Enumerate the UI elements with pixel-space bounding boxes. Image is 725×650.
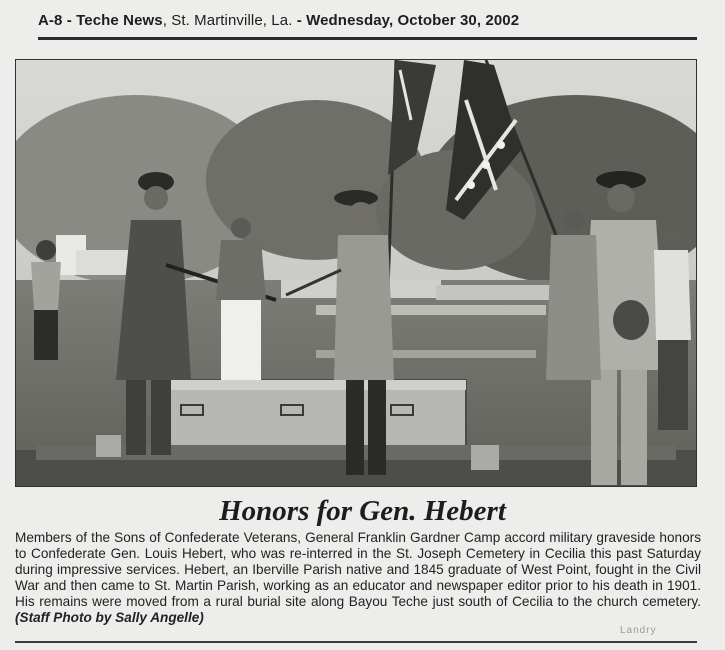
bottom-rule (15, 641, 697, 643)
bleed-through-text: Landry (620, 625, 657, 636)
newspaper-location: , St. Martinville, La. (162, 12, 293, 29)
photo-credit: (Staff Photo by Sally Angelle) (15, 610, 204, 626)
caption-text: Members of the Sons of Confederate Veterans, General Franklin Gardner Camp accord military graveside honors to Confederate Gen. Louis Hebert, who was re-interred in the St. Joseph Cemetery in Cecilia this past Saturday during impressive services. Hebert, an Iberville Parish native and 1845 graduate of West Point, fought in the Civil War and then came to St. Martin Parish, working as an educator and newspaper editor prior to his death in 1901. His remains were moved from a rural burial site along Bayou Teche just south of Cecilia to the church cemetery. (15, 530, 701, 610)
newspaper-name: Teche News (76, 12, 163, 29)
news-photo (15, 59, 697, 487)
masthead-rule (38, 37, 697, 40)
masthead: A-8 - Teche News, St. Martinville, La. - Wednesday, October 30, 2002 (38, 12, 520, 29)
issue-date: Wednesday, October 30, 2002 (306, 12, 520, 29)
article-headline: Honors for Gen. Hebert (219, 495, 506, 527)
page-number: A-8 (38, 12, 63, 29)
photo-caption (15, 530, 701, 627)
